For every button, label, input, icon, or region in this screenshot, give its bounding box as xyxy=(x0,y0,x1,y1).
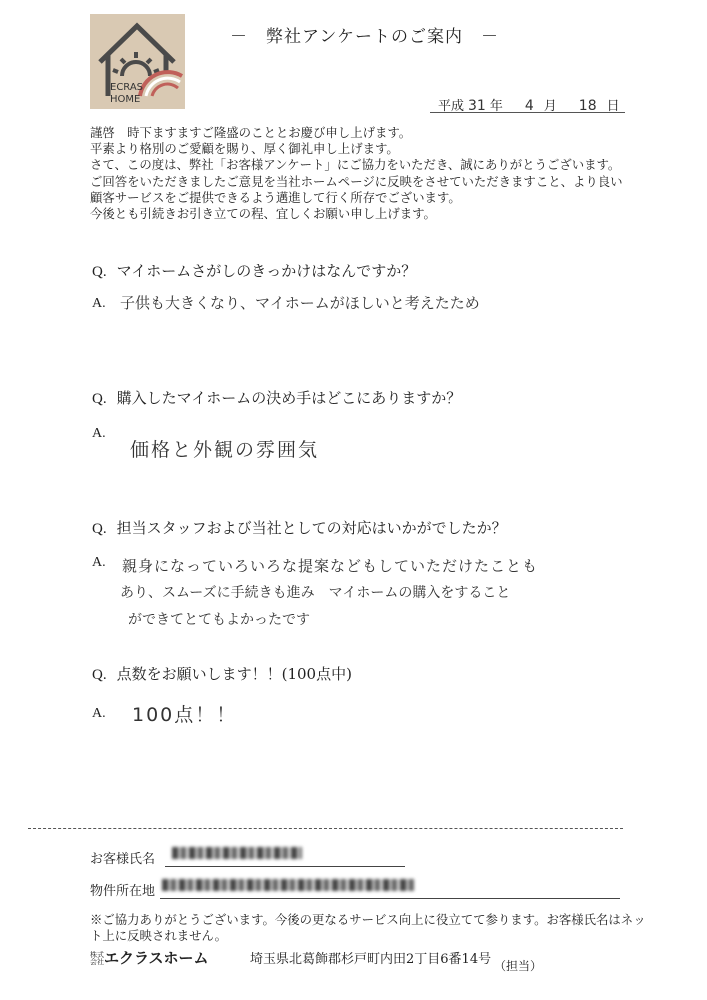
customer-name-underline xyxy=(165,866,405,867)
question-2: Q. 購入したマイホームの決め手はどこにありますか？ xyxy=(92,389,462,407)
answer-3-line-3: ができてとてもよかったです xyxy=(128,612,310,628)
company-logo xyxy=(90,14,185,109)
answer-label-4: A. xyxy=(92,706,106,721)
answer-3-line-2: あり、スムーズに手続きも進み マイホームの購入をすること xyxy=(120,585,511,601)
company-name: 株式会社エクラスホーム xyxy=(90,949,209,967)
question-1: Q. マイホームさがしのきっかけはなんですか？ xyxy=(92,262,417,280)
answer-1-line-1: 子供も大きくなり、マイホームがほしいと考えたため xyxy=(120,294,480,312)
divider xyxy=(28,828,623,829)
question-3: Q. 担当スタッフおよび当社としての対応はいかがでしたか？ xyxy=(92,519,507,537)
answer-label-2: A. xyxy=(92,426,106,441)
answer-label-1: A. xyxy=(92,296,106,311)
customer-name-label: お客様氏名 xyxy=(90,852,156,867)
intro-text: 謹啓 時下ますますご隆盛のこととお慶び申し上げます。 平素より格別のご愛顧を賜り、厚く御礼申し上げます。 さて、この度は、弊社「お客様アンケート」にご協力をいただき、誠にありがとうございます。 ご回答をいただきましたご意見を当社ホームページに反映をさせていただきますこと、より良い 顧客サービスをご提供できるよう邁進して行く所存でございます。 今後とも引続きお引き立ての程、宜しくお願い申し上げます。 xyxy=(90,125,623,222)
answer-4-line-1: 100点！！ xyxy=(132,704,238,726)
staff-label: （担当） xyxy=(494,959,543,973)
customer-name-redacted xyxy=(172,847,302,859)
svg-text:ECRAS: ECRAS xyxy=(110,82,144,93)
question-4: Q. 点数をお願いします！！(100点中) xyxy=(92,665,352,683)
date-field: 平成 31 年 4 月 18 日 xyxy=(438,98,620,114)
answer-3-line-1: 親身になっていろいろな提案などもしていただけたことも xyxy=(122,557,539,575)
date-underline xyxy=(430,111,625,113)
page-title: － 弊社アンケートのご案内 － xyxy=(230,27,499,47)
company-address: 埼玉県北葛飾郡杉戸町内田2丁目6番14号 xyxy=(250,952,492,967)
privacy-note: ※ご協力ありがとうございます。今後の更なるサービス向上に役立てて参ります。お客様氏名はネット上に反映されません。 xyxy=(90,912,646,943)
property-location-redacted xyxy=(162,879,414,891)
svg-text:HOME: HOME xyxy=(110,94,141,105)
property-location-label: 物件所在地 xyxy=(90,884,156,899)
answer-label-3: A. xyxy=(92,555,106,570)
property-location-underline xyxy=(160,898,620,899)
answer-2-line-1: 価格と外観の雰囲気 xyxy=(130,439,320,461)
